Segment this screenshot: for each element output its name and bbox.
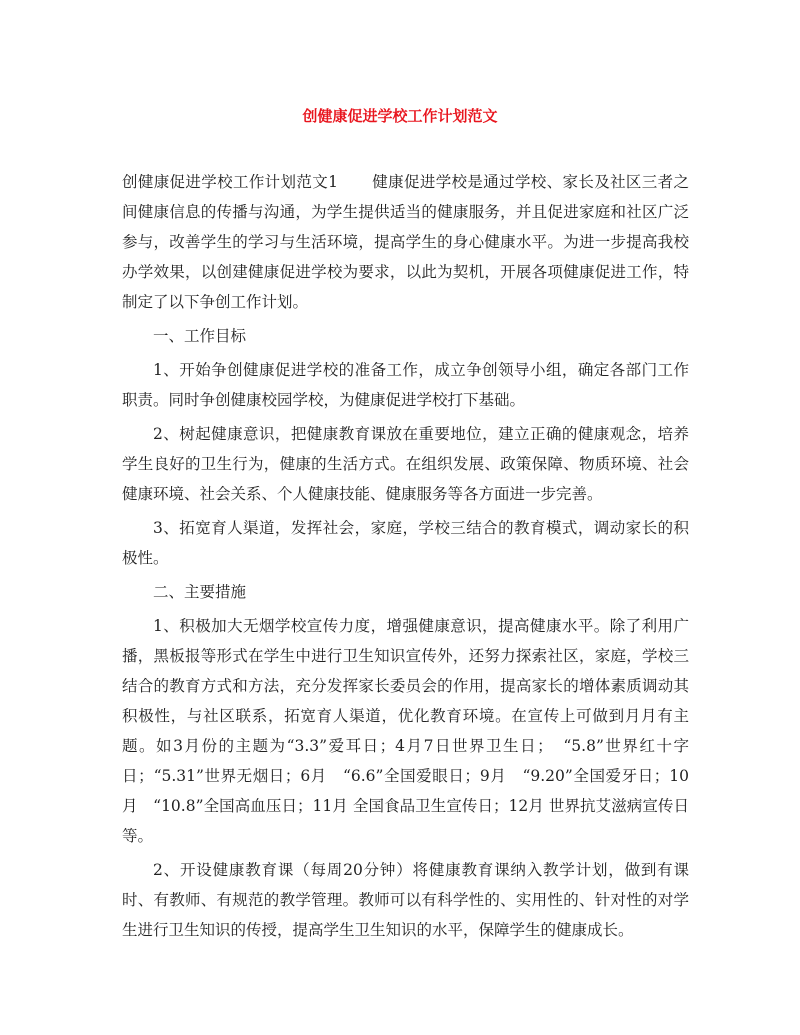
intro-label: 创健康促进学校工作计划范文1 bbox=[122, 173, 338, 191]
section-heading-measures: 二、主要措施 bbox=[153, 583, 247, 601]
goal-paragraph-3: 3、拓宽育人渠道，发挥社会，家庭，学校三结合的教育模式，调动家长的积极性。 bbox=[122, 519, 689, 567]
measure-paragraph-2: 2、开设健康教育课（每周20分钟）将健康教育课纳入教学计划，做到有课时、有教师、有规范的教学管理。教师可以有科学性的、实用性的、针对性的对学生进行卫生知识的传授，提高学生卫生知识的水平，保障学生的健康成长。 bbox=[122, 861, 689, 939]
intro-text: 健康促进学校是通过学校、家长及社区三者之间健康信息的传播与沟通，为学生提供适当的健康服务，并且促进家庭和社区广泛参与，改善学生的学习与生活环境，提高学生的身心健康水平。为进一步提高我校办学效果，以创建健康促进学校为要求，以此为契机，开展各项健康促进工作，特制定了以下争创工作计划。 bbox=[122, 173, 689, 311]
measure-paragraph-1: 1、积极加大无烟学校宣传力度，增强健康意识，提高健康水平。除了利用广播，黑板报等形式在学生中进行卫生知识宣传外，还努力探索社区，家庭，学校三结合的教育方式和方法，充分发挥家长委员会的作用，提高家长的增体素质调动其积极性，与社区联系，拓宽育人渠道，优化教育环境。在宣传上可做到月月有主题。如3月份的主题为“3.3”爱耳日；4月7日世界卫生日； “5.8”世界红十字日；“5.31”世界无烟日；6月 “6.6”全国爱眼日；9月 “9.20”全国爱牙日；10月 “10.8”全国高血压日；11月 全国食品卫生宣传日；12月 世界抗艾滋病宣传日等。 bbox=[122, 617, 689, 845]
document-body bbox=[122, 167, 689, 949]
document-title: 创健康促进学校工作计划范文 bbox=[302, 107, 498, 125]
goal-paragraph-1: 1、开始争创健康促进学校的准备工作，成立争创领导小组，确定各部门工作职责。同时争创健康校园学校，为健康促进学校打下基础。 bbox=[122, 361, 689, 409]
goal-paragraph-2: 2、树起健康意识，把健康教育课放在重要地位，建立正确的健康观念，培养学生良好的卫生行为，健康的生活方式。在组织发展、政策保障、物质环境、社会健康环境、社会关系、个人健康技能、健康服务等各方面进一步完善。 bbox=[122, 425, 689, 503]
section-heading-goals: 一、工作目标 bbox=[153, 327, 247, 345]
intro-paragraph bbox=[122, 167, 689, 317]
